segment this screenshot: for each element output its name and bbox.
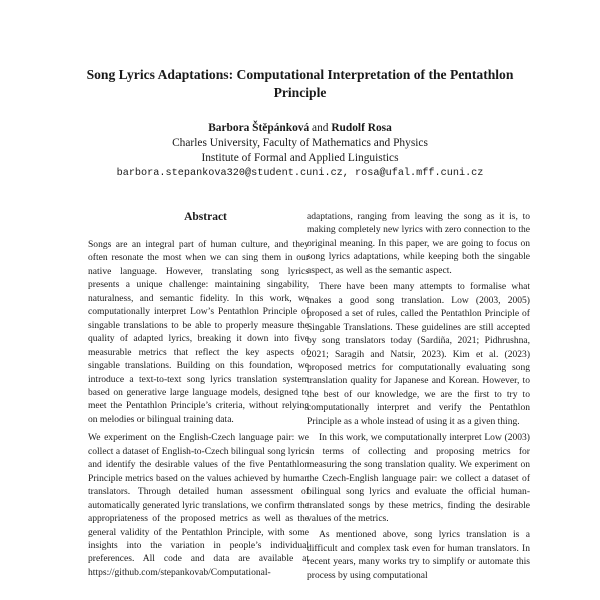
author-names xyxy=(40,121,560,136)
body-paragraph-3: In this work, we computationally interpret Low (2003) in terms of collecting and proposing metrics for measuring the song translation quality. We experiment on the Czech-English language pair: we collect a dataset of bilingual song lyrics and evaluate the official human-translated songs by these metrics, finding the desirable values of the metrics. xyxy=(307,432,530,524)
body-paragraph-1: adaptations, ranging from leaving the song as it is, to making completely new lyrics with zero connection to the original meaning. In this paper, we are going to focus on song lyrics adaptations, while keeping both the singable aspect, as well as the semantic aspect. xyxy=(307,211,530,276)
abstract-paragraph-2: We experiment on the English-Czech language pair: we collect a dataset of English-to-Czech bilingual song lyrics and identify the desirable values of the five Pentathlon Principle metrics based on the values achieved by human translators. Through detailed human assessment of automatically generated lyric translations, we confirm the appropriateness of the proposed metrics as well as the general validity of the Pentathlon Principle, with some insights into the variation in people’s individual preferences. All code and data are available at https://github.com/stepankovab/Computational- xyxy=(88,432,309,578)
author-emails: barbora.stepankova320@student.cuni.cz, rosa@ufal.mff.cuni.cz xyxy=(116,168,484,179)
author-2: Rudolf Rosa xyxy=(331,122,392,134)
body-paragraph-2: There have been many attempts to formalise what makes a good song translation. Low (2003, 2005) proposed a set of rules, called the Pentathlon Principle of Singable Translations. These guidelines are still accepted by song translators today (Sardiña, 2021; Pidhrushna, 2021; Saragih and Natsir, 2023). Kim et al. (2023) proposed metrics for computationally evaluating song translation quality for Japanese and Korean. However, to the best of our knowledge, we are the first to try to computationally interpret and verify the Pentathlon Principle as a whole instead of using it as a given thing. xyxy=(307,281,530,427)
author-separator: and xyxy=(312,122,329,134)
affiliation-2: Institute of Formal and Applied Linguistics xyxy=(201,152,399,164)
author-block xyxy=(40,121,560,181)
paper-title-line-2: Principle xyxy=(273,85,327,100)
abstract-paragraph-1: Songs are an integral part of human culture, and they often resonate the most when we can sing them in our native language. However, translating song lyrics presents a unique challenge: maintaining singability, naturalness, and semantic fidelity. In this work, we computationally interpret Low’s Pentathlon Principle of singable translations to be able to properly measure the quality of adapted lyrics, breaking it down into five measurable metrics that reflect the key aspects of singable translations. Building on this foundation, we introduce a text-to-text song lyrics translation system based on generative large language models, designed to meet the Pentathlon Principle’s criteria, without relying on melodies or bilingual training data. xyxy=(88,239,309,425)
author-1: Barbora Štěpánková xyxy=(208,122,310,134)
body-paragraph-4: As mentioned above, song lyrics translation is a difficult and complex task even for human translators. In recent years, many works try to simplify or automate this process by using computational xyxy=(307,529,530,581)
paper-title-line-1: Song Lyrics Adaptations: Computational Interpretation of the Pentathlon xyxy=(86,67,514,82)
body-column xyxy=(307,210,530,585)
abstract-column xyxy=(88,210,323,584)
abstract-heading: Abstract xyxy=(184,211,227,223)
paper-title xyxy=(40,66,560,102)
affiliation-1: Charles University, Faculty of Mathematics and Physics xyxy=(172,137,428,149)
